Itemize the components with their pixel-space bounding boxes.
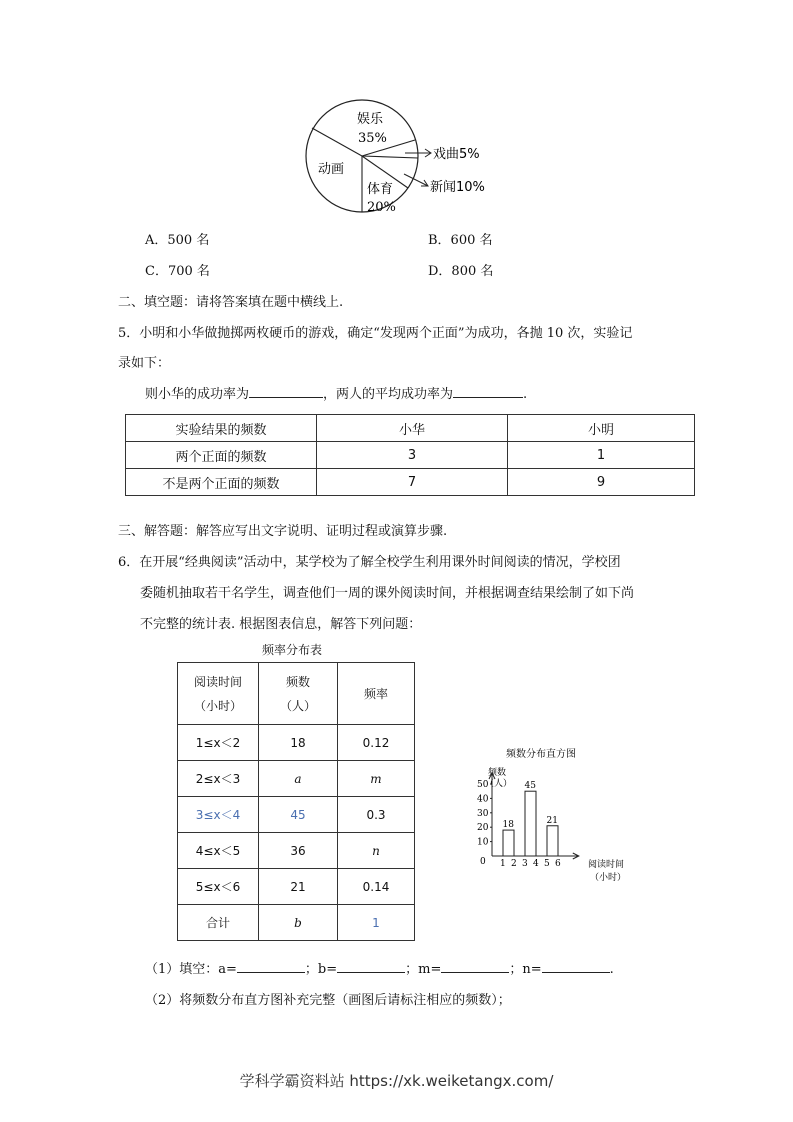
histogram-bar-label: 21 — [546, 815, 558, 826]
freq-header-rate: 频率 — [338, 663, 415, 725]
q5-cell: 不是两个正面的频数 — [126, 469, 317, 496]
freq-cell: 1 — [338, 905, 415, 941]
freq-cell: 18 — [259, 725, 338, 761]
freq-cell: 0.14 — [338, 869, 415, 905]
freq-cell: 4≤x＜5 — [178, 833, 259, 869]
q6-blank-a[interactable] — [237, 972, 305, 973]
q6-sub1-d: ；n= — [509, 962, 542, 977]
histogram-x-tick-label: 5 — [544, 859, 550, 869]
q5-header-1: 小华 — [317, 415, 508, 442]
pie-label-yule-pct: 35% — [358, 131, 387, 146]
freq-cell: b — [259, 905, 338, 941]
histogram-x-tick-label: 3 — [522, 859, 528, 869]
histogram-title: 频数分布直方图 — [506, 749, 576, 760]
pie-label-tiyu-pct: 20% — [367, 200, 396, 215]
q5-cell: 两个正面的频数 — [126, 442, 317, 469]
option-b: B．600 名 — [428, 233, 493, 248]
q5-line1: 5．小明和小华做抛掷两枚硬币的游戏，确定“发现两个正面”为成功，各抛 10 次，实验记 — [118, 326, 633, 341]
q6-sub1 — [145, 958, 614, 977]
histogram-y-tick-label: 10 — [477, 837, 489, 848]
freq-cell: 0.3 — [338, 797, 415, 833]
pie-label-yule: 娱乐 — [357, 112, 384, 127]
q6-sub1-a: （1）填空：a= — [145, 962, 237, 977]
histogram-chart — [470, 740, 650, 890]
freq-cell: 5≤x＜6 — [178, 869, 259, 905]
pie-label-xiqu: 戏曲5% — [433, 147, 480, 162]
q5-blank-2[interactable] — [453, 397, 523, 398]
option-d: D．800 名 — [428, 264, 494, 279]
q5-blank-1[interactable] — [249, 397, 323, 398]
q6-line3: 不完整的统计表. 根据图表信息，解答下列问题： — [140, 617, 422, 632]
q5-line2: 录如下： — [118, 356, 171, 371]
freq-cell: n — [338, 833, 415, 869]
section-3-heading: 三、解答题：解答应写出文字说明、证明过程或演算步骤. — [118, 524, 448, 539]
q6-sub1-b: ；b= — [304, 962, 338, 977]
freq-cell: 36 — [259, 833, 338, 869]
freq-cell: 0.12 — [338, 725, 415, 761]
q5-line3-b: ，两人的平均成功率为 — [323, 387, 454, 402]
freq-cell: 1≤x＜2 — [178, 725, 259, 761]
histogram-y-tick-label: 20 — [477, 823, 489, 834]
q6-sub1-e: . — [609, 962, 614, 977]
histogram-bar — [503, 830, 514, 856]
histogram-bar-label: 18 — [502, 820, 514, 831]
freq-table-title: 频率分布表 — [262, 643, 323, 657]
q6-blank-n[interactable] — [542, 972, 610, 973]
q6-line2: 委随机抽取若干名学生，调查他们一周的课外阅读时间，并根据调查结果绘制了如下尚 — [140, 586, 635, 601]
pie-label-tiyu: 体育 — [367, 182, 394, 197]
freq-cell: 合计 — [178, 905, 259, 941]
q6-blank-m[interactable] — [441, 972, 509, 973]
pie-label-donghua: 动画 — [318, 162, 345, 177]
q5-table — [125, 414, 695, 496]
q5-cell: 3 — [317, 442, 508, 469]
histogram-y-tick-label: 30 — [477, 808, 489, 819]
pie-chart — [300, 96, 530, 226]
q5-header-2: 小明 — [508, 415, 695, 442]
freq-header-time — [178, 663, 259, 725]
q6-sub2: （2）将频数分布直方图补充完整（画图后请标注相应的频数）； — [145, 993, 511, 1008]
q5-cell: 9 — [508, 469, 695, 496]
freq-cell: 3≤x＜4 — [178, 797, 259, 833]
freq-cell: 2≤x＜3 — [178, 761, 259, 797]
histogram-bar — [525, 791, 536, 856]
histogram-bar-label: 45 — [524, 781, 536, 792]
option-a: A．500 名 — [145, 233, 210, 248]
histogram-x-tick-label: 6 — [555, 859, 561, 869]
histogram-ylabel2: （人） — [485, 779, 513, 789]
freq-header-count-a: 频数 — [285, 674, 310, 689]
histogram-bar — [547, 826, 558, 856]
histogram-x-tick-label: 1 — [500, 859, 506, 869]
freq-cell: 45 — [259, 797, 338, 833]
q5-line3 — [145, 383, 527, 402]
freq-cell: 21 — [259, 869, 338, 905]
histogram-ylabel: 频数 — [488, 768, 507, 778]
pie-label-xinwen: 新闻10% — [430, 180, 485, 195]
histogram-xlabel: 阅读时间 — [588, 860, 625, 870]
histogram-y-tick-label: 50 — [477, 780, 489, 790]
freq-header-count — [259, 663, 338, 725]
histogram-x-tick-label: 2 — [511, 859, 517, 869]
q6-blank-b[interactable] — [337, 972, 405, 973]
histogram-xlabel2: （小时） — [590, 873, 627, 883]
freq-header-time-a: 阅读时间 — [193, 674, 242, 689]
option-c: C．700 名 — [145, 264, 210, 279]
freq-cell: m — [338, 761, 415, 797]
freq-cell: a — [259, 761, 338, 797]
q6-line1: 6．在开展“经典阅读”活动中，某学校为了解全校学生利用课外时间阅读的情况，学校团 — [118, 555, 621, 570]
q5-cell: 7 — [317, 469, 508, 496]
q5-line3-a: 则小华的成功率为 — [145, 387, 250, 402]
section-2-heading: 二、填空题：请将答案填在题中横线上. — [118, 295, 344, 310]
q5-cell: 1 — [508, 442, 695, 469]
q5-line3-c: . — [523, 387, 528, 402]
q5-header-0: 实验结果的频数 — [126, 415, 317, 442]
freq-table — [177, 662, 415, 941]
footer-watermark: 学科学霸资料站 https://xk.weiketangx.com/ — [239, 1072, 554, 1090]
freq-header-time-b: （小时） — [193, 698, 242, 713]
histogram-y-tick-label: 40 — [477, 794, 489, 805]
histogram-x-tick-label: 4 — [533, 859, 539, 869]
q6-sub1-c: ；m= — [405, 962, 442, 977]
histogram-origin-label: 0 — [480, 857, 486, 867]
freq-header-count-b: （人） — [279, 698, 316, 713]
